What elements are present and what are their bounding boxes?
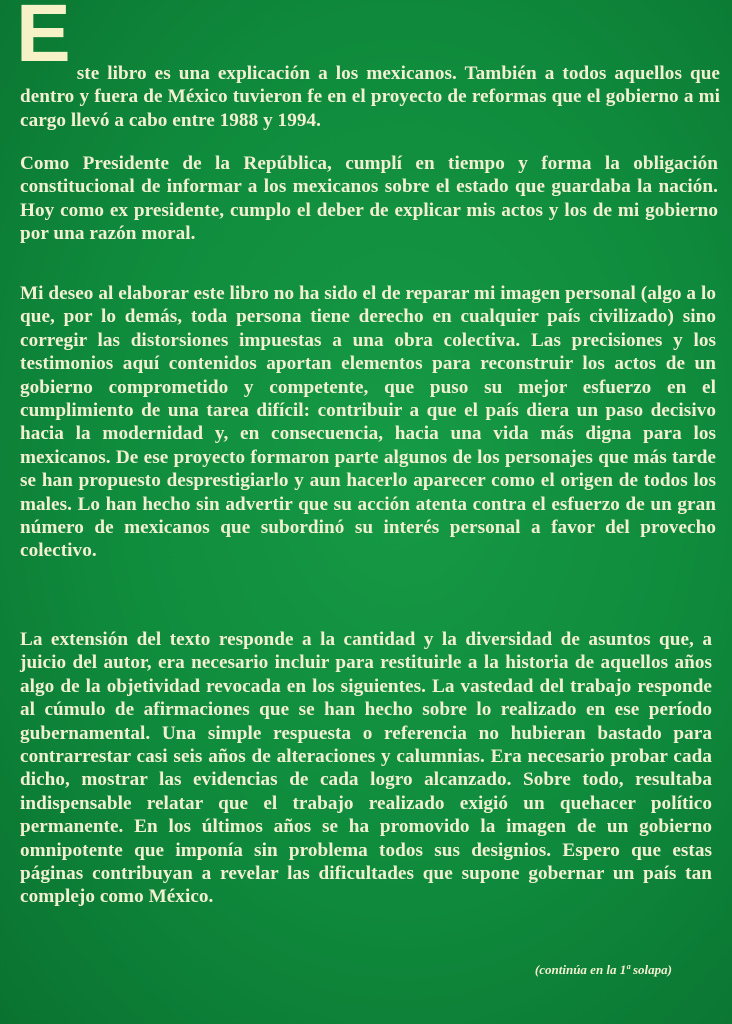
paragraph-3: Mi deseo al elaborar este libro no ha sido el de reparar mi imagen personal (algo a lo que, por lo demás, toda persona tiene derecho en cualquier país civilizado) sino corregir las distorsiones impuestas a una obra colectiva. Las precisiones y los testimonios aquí contenidos aportan elementos para reconstruir los actos de un gobierno comprometido y competente, que puso su mejor esfuerzo en el cumplimiento de una tarea difícil: contribuir a que el país diera un paso decisivo hacia la modernidad y, en consecuencia, hacia una vida más digna para los mexicanos. De ese proyecto formaron parte algunos de los personajes que más tarde se han propuesto desprestigiarlo y aun hacerlo aparecer como el origen de todos los males. Lo han hecho sin advertir que su acción atenta contra el esfuerzo de un gran número de mexicanos que subordinó su interés personal a favor del provecho colectivo.	[20, 283, 716, 562]
continuation-note: (continúa en la 1ª solapa)	[534, 962, 672, 977]
paragraph-2: Como Presidente de la República, cumplí en tiempo y forma la obligación constitucional de informar a los mexicanos sobre el estado que guardaba la nación. Hoy como ex presidente, cumplo el deber de explicar mis actos y los de mi gobierno por una razón moral.	[20, 153, 718, 245]
intro-text: ste libro es una explicación a los mexicanos. También a todos aquellos que dentro y fuera de México tuvieron fe en el proyecto de reformas que el gobierno a mi cargo llevó a cabo entre 1988 y 1994.	[20, 63, 720, 131]
intro-paragraph	[16, 0, 720, 132]
drop-cap-letter: E	[16, 0, 71, 79]
paragraph-4: La extensión del texto responde a la cantidad y la diversidad de asuntos que, a juicio del autor, era necesario incluir para restituirle a la historia de aquellos años algo de la objetividad revocada en los siguientes. La vastedad del trabajo responde al cúmulo de afirmaciones que se han hecho sobre lo realizado en ese período gubernamental. Una simple respuesta o referencia no hubieran bastado para contrarrestar casi seis años de alteraciones y calumnias. Era necesario probar cada dicho, mostrar las evidencias de cada logro alcanzado. Sobre todo, resultaba indispensable relatar que el trabajo realizado exigió un quehacer político permanente. En los últimos años se ha promovido la imagen de un gobierno omnipotente que imponía sin problema todos sus designios. Espero que estas páginas contribuyan a revelar las dificultades que supone gobernar un país tan complejo como México.	[20, 629, 712, 908]
